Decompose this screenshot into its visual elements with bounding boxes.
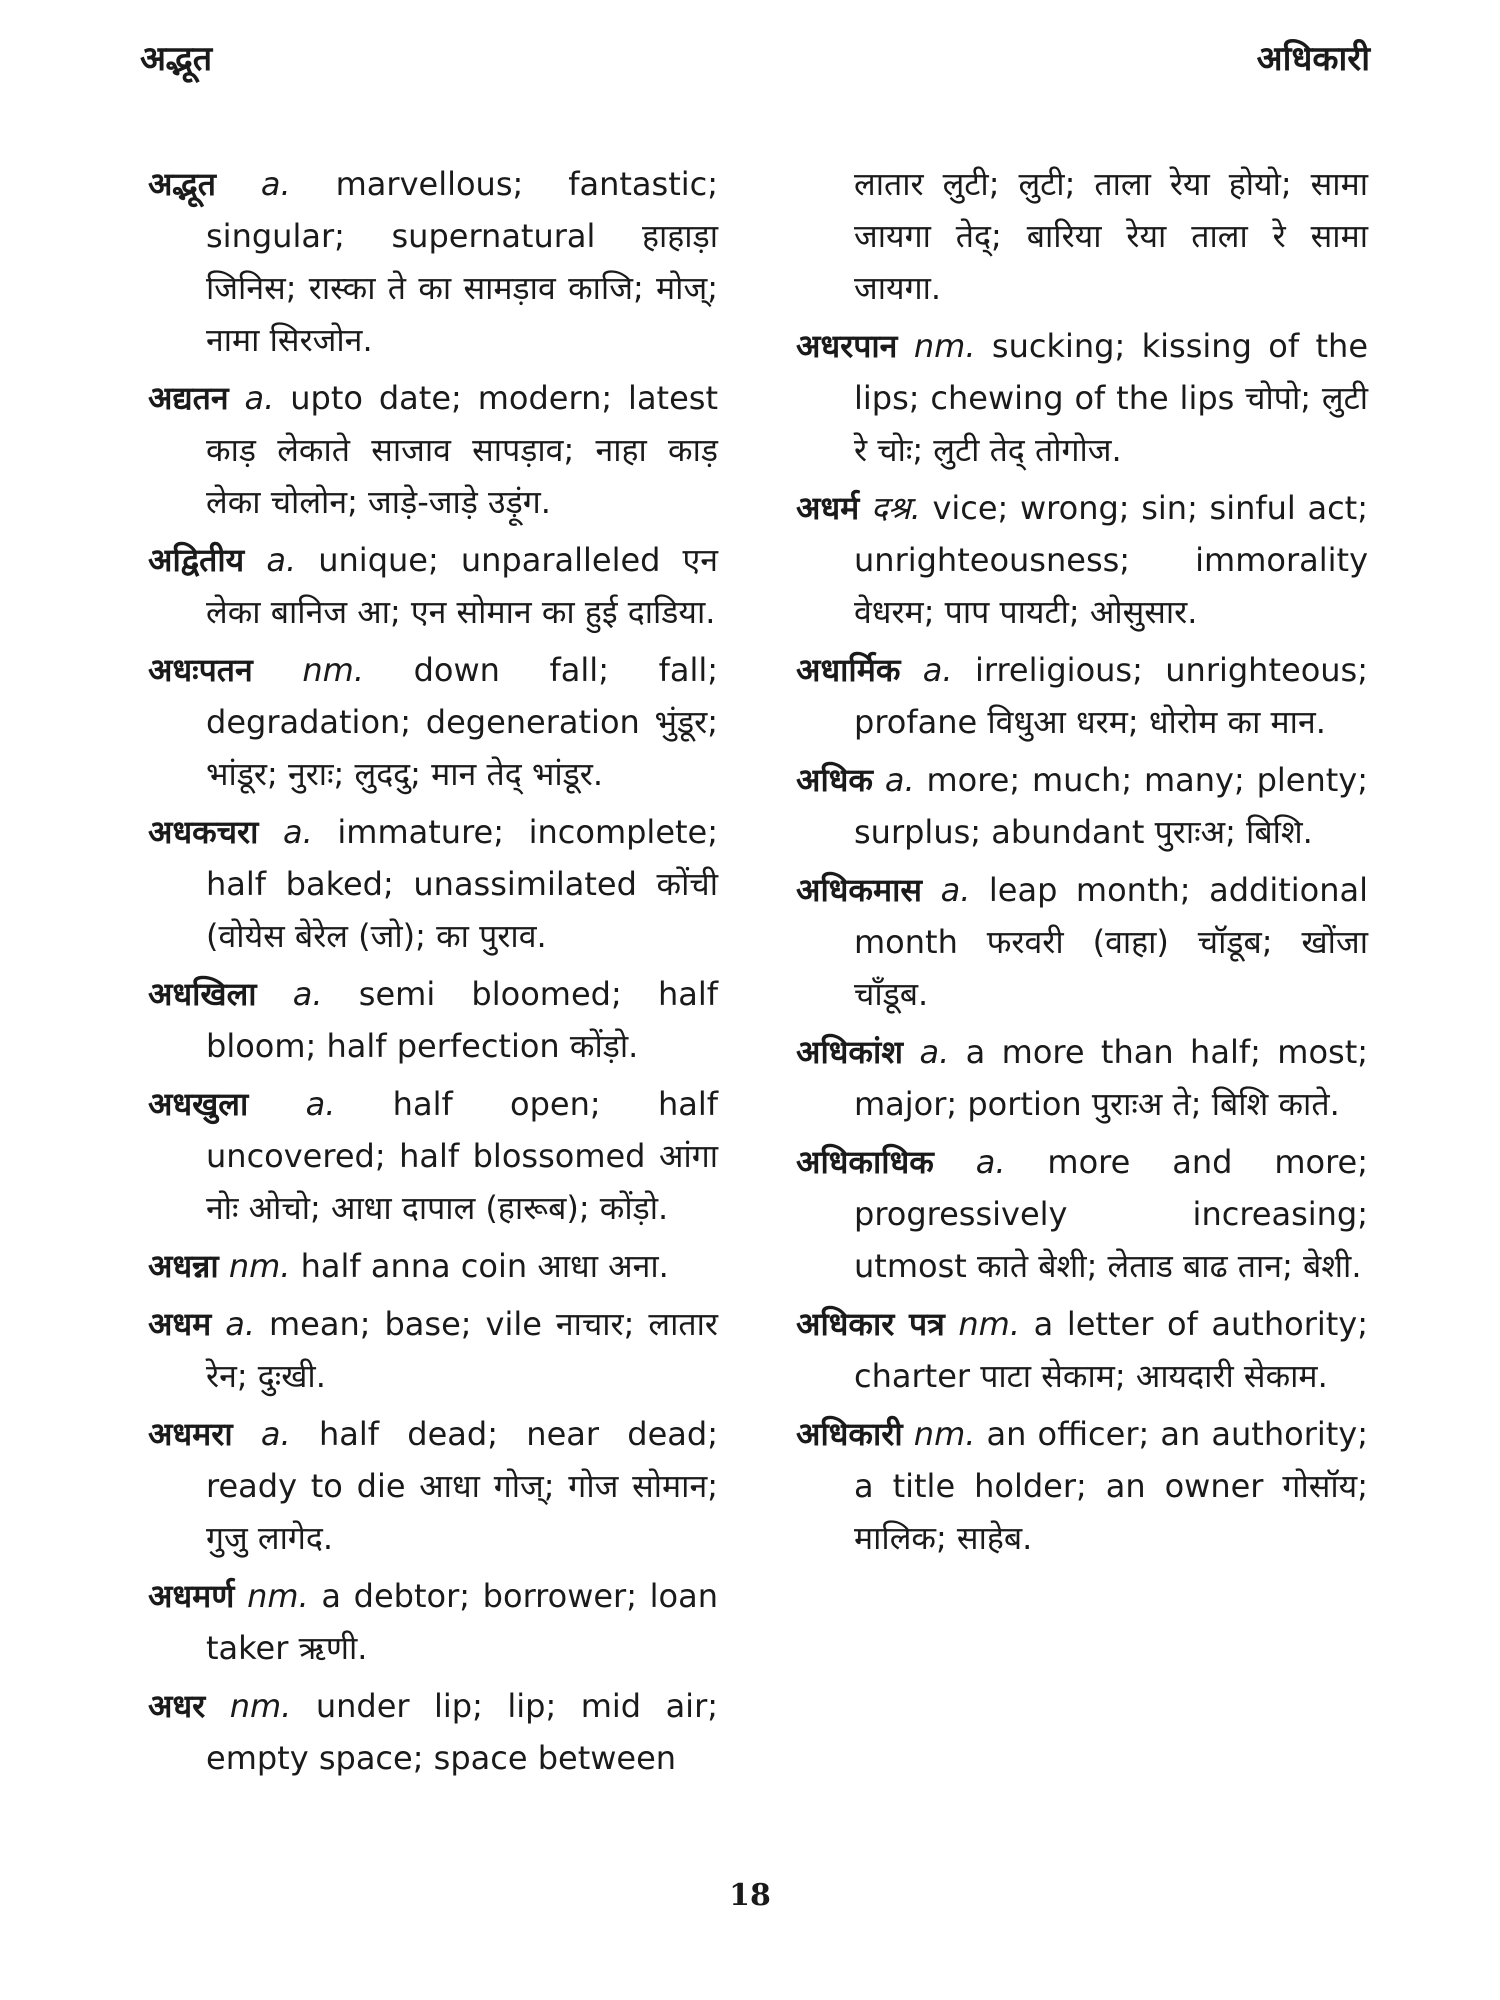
part-of-speech: a. xyxy=(305,1085,336,1123)
definition: a more than half; most; major; portion पुराःअ ते; बिशि काते. xyxy=(854,1033,1369,1123)
definition: under lip; lip; mid air; empty space; space between xyxy=(206,1687,719,1777)
right-column xyxy=(796,158,1368,1570)
headword: अधार्मिक xyxy=(796,651,901,689)
definition: sucking; kissing of the lips; chewing of the lips चोपो; लुटी रे चोः; लुटी तेद् तोगोज. xyxy=(854,327,1369,469)
definition: half dead; near dead; ready to die आधा गोज्; गोज सोमान; गुजु लागेद. xyxy=(206,1415,719,1557)
dictionary-entry xyxy=(796,1026,1368,1130)
dictionary-entry xyxy=(148,644,718,800)
definition: irreligious; unrighteous; profane विधुआ धरम; धोरोम का मान. xyxy=(854,651,1368,741)
headword: अधिकमास xyxy=(796,871,923,909)
headword: अधम xyxy=(148,1305,212,1343)
part-of-speech: nm. xyxy=(247,1577,309,1615)
headword: अधिकांश xyxy=(796,1033,904,1071)
dictionary-entry xyxy=(796,320,1368,476)
part-of-speech: a. xyxy=(919,1033,950,1071)
part-of-speech: a. xyxy=(260,165,291,203)
headword: अद्भूत xyxy=(148,165,216,203)
definition: more and more; progressively increasing; utmost काते बेशी; लेताड बाढ तान; बेशी. xyxy=(854,1143,1368,1285)
part-of-speech: a. xyxy=(283,813,313,851)
entry-continuation: लातार लुटी; लुटी; ताला रेया होयो; सामा जायगा तेद्; बारिया रेया ताला रे सामा जायगा. xyxy=(854,165,1368,307)
part-of-speech: nm. xyxy=(913,1415,976,1453)
part-of-speech: nm. xyxy=(228,1247,291,1285)
dictionary-entry xyxy=(796,644,1368,748)
definition: upto date; modern; latest काड़ लेकाते साजाव सापड़ाव; नाहा काड़ लेका चोलोन; जाड़े-जाड़े उड़ूंग. xyxy=(206,379,719,521)
part-of-speech: nm. xyxy=(913,327,976,365)
part-of-speech: a. xyxy=(940,871,971,909)
headword: अधिक xyxy=(796,761,873,799)
dictionary-entry xyxy=(148,1078,718,1234)
definition: leap month; additional month फरवरी (वाहा) चॉडूब; खोंजा चाँडूब. xyxy=(854,871,1369,1013)
dictionary-entry xyxy=(148,1298,718,1402)
dictionary-entry xyxy=(148,1680,718,1784)
headword: अधिकारी xyxy=(796,1415,903,1453)
headword: अधखुला xyxy=(148,1085,249,1123)
running-head-right: अधिकारी xyxy=(1256,39,1370,79)
headword: अधिकार पत्र xyxy=(796,1305,945,1343)
headword: अद्वितीय xyxy=(148,541,245,579)
dictionary-entry xyxy=(148,1408,718,1564)
dictionary-entry xyxy=(796,864,1368,1020)
dictionary-entry xyxy=(148,372,718,528)
dictionary-entry xyxy=(148,1240,718,1292)
dictionary-entry xyxy=(148,534,718,638)
part-of-speech: nm. xyxy=(302,651,364,689)
part-of-speech: a. xyxy=(266,541,297,579)
part-of-speech: nm. xyxy=(958,1305,1021,1343)
headword: अधर xyxy=(148,1687,206,1725)
dictionary-entry xyxy=(796,482,1368,638)
part-of-speech: a. xyxy=(244,379,275,417)
dictionary-entry xyxy=(148,1570,718,1674)
dictionary-entry xyxy=(796,1298,1368,1402)
running-head-left: अद्भूत xyxy=(140,39,213,79)
definition: a debtor; borrower; loan taker ऋणी. xyxy=(206,1577,719,1667)
definition: immature; incomplete; half baked; unassimilated कोंची (वोयेस बेरेल (जो); का पुराव. xyxy=(206,813,719,955)
headword: अधरपान xyxy=(796,327,898,365)
headword: अद्यतन xyxy=(148,379,229,417)
dictionary-entry xyxy=(796,754,1368,858)
headword: अधिकाधिक xyxy=(796,1143,934,1181)
dictionary-entry xyxy=(796,1136,1368,1292)
definition: more; much; many; plenty; surplus; abundant पुराःअ; बिशि. xyxy=(854,761,1368,851)
definition: mean; base; vile नाचार; लातार रेन; दुःखी. xyxy=(206,1305,718,1395)
part-of-speech: a. xyxy=(884,761,915,799)
headword: अधःपतन xyxy=(148,651,253,689)
part-of-speech: a. xyxy=(225,1305,256,1343)
dictionary-entry xyxy=(796,1408,1368,1564)
page-number: 18 xyxy=(729,1878,771,1913)
headword: अधखिला xyxy=(148,975,257,1013)
definition: vice; wrong; sin; sinful act; unrighteousness; immorality वेधरम; पाप पायटी; ओसुसार. xyxy=(854,489,1369,631)
definition: half open; half uncovered; half blossomed आंगा नोः ओचो; आधा दापाल (हारूब); कोंड़ो. xyxy=(206,1085,718,1227)
headword: अधन्ना xyxy=(148,1247,219,1285)
part-of-speech: a. xyxy=(975,1143,1006,1181)
definition: semi bloomed; half bloom; half perfection कोंड़ो. xyxy=(206,975,719,1065)
definition: half anna coin आधा अना. xyxy=(300,1247,669,1285)
part-of-speech: nm. xyxy=(229,1687,292,1725)
definition: an officer; an authority; a title holder; an owner गोसॉय; मालिक; साहेब. xyxy=(854,1415,1369,1557)
definition: unique; unparalleled एन लेका बानिज आ; एन सोमान का हुई दाडिया. xyxy=(206,541,719,631)
headword: अधर्म xyxy=(796,489,860,527)
headword: अधकचरा xyxy=(148,813,259,851)
definition: a letter of authority; charter पाटा सेकाम; आयदारी सेकाम. xyxy=(854,1305,1369,1395)
headword: अधमर्ण xyxy=(148,1577,235,1615)
definition: down fall; fall; degradation; degeneration भुंडूर; भांडूर; नुराः; लुददु; मान तेद् भांडूर. xyxy=(206,651,718,793)
left-column xyxy=(148,158,718,1790)
part-of-speech: a. xyxy=(260,1415,291,1453)
definition: marvellous; fantastic; singular; supernatural हाहाड़ा जिनिस; रास्का ते का सामड़ाव काजि; मोज्; नामा सिरजोन. xyxy=(206,165,719,359)
dictionary-entry xyxy=(148,158,718,366)
part-of-speech: दश्र. xyxy=(870,489,921,527)
dictionary-entry xyxy=(148,968,718,1072)
headword: अधमरा xyxy=(148,1415,233,1453)
part-of-speech: a. xyxy=(292,975,323,1013)
dictionary-entry xyxy=(148,806,718,962)
part-of-speech: a. xyxy=(922,651,953,689)
